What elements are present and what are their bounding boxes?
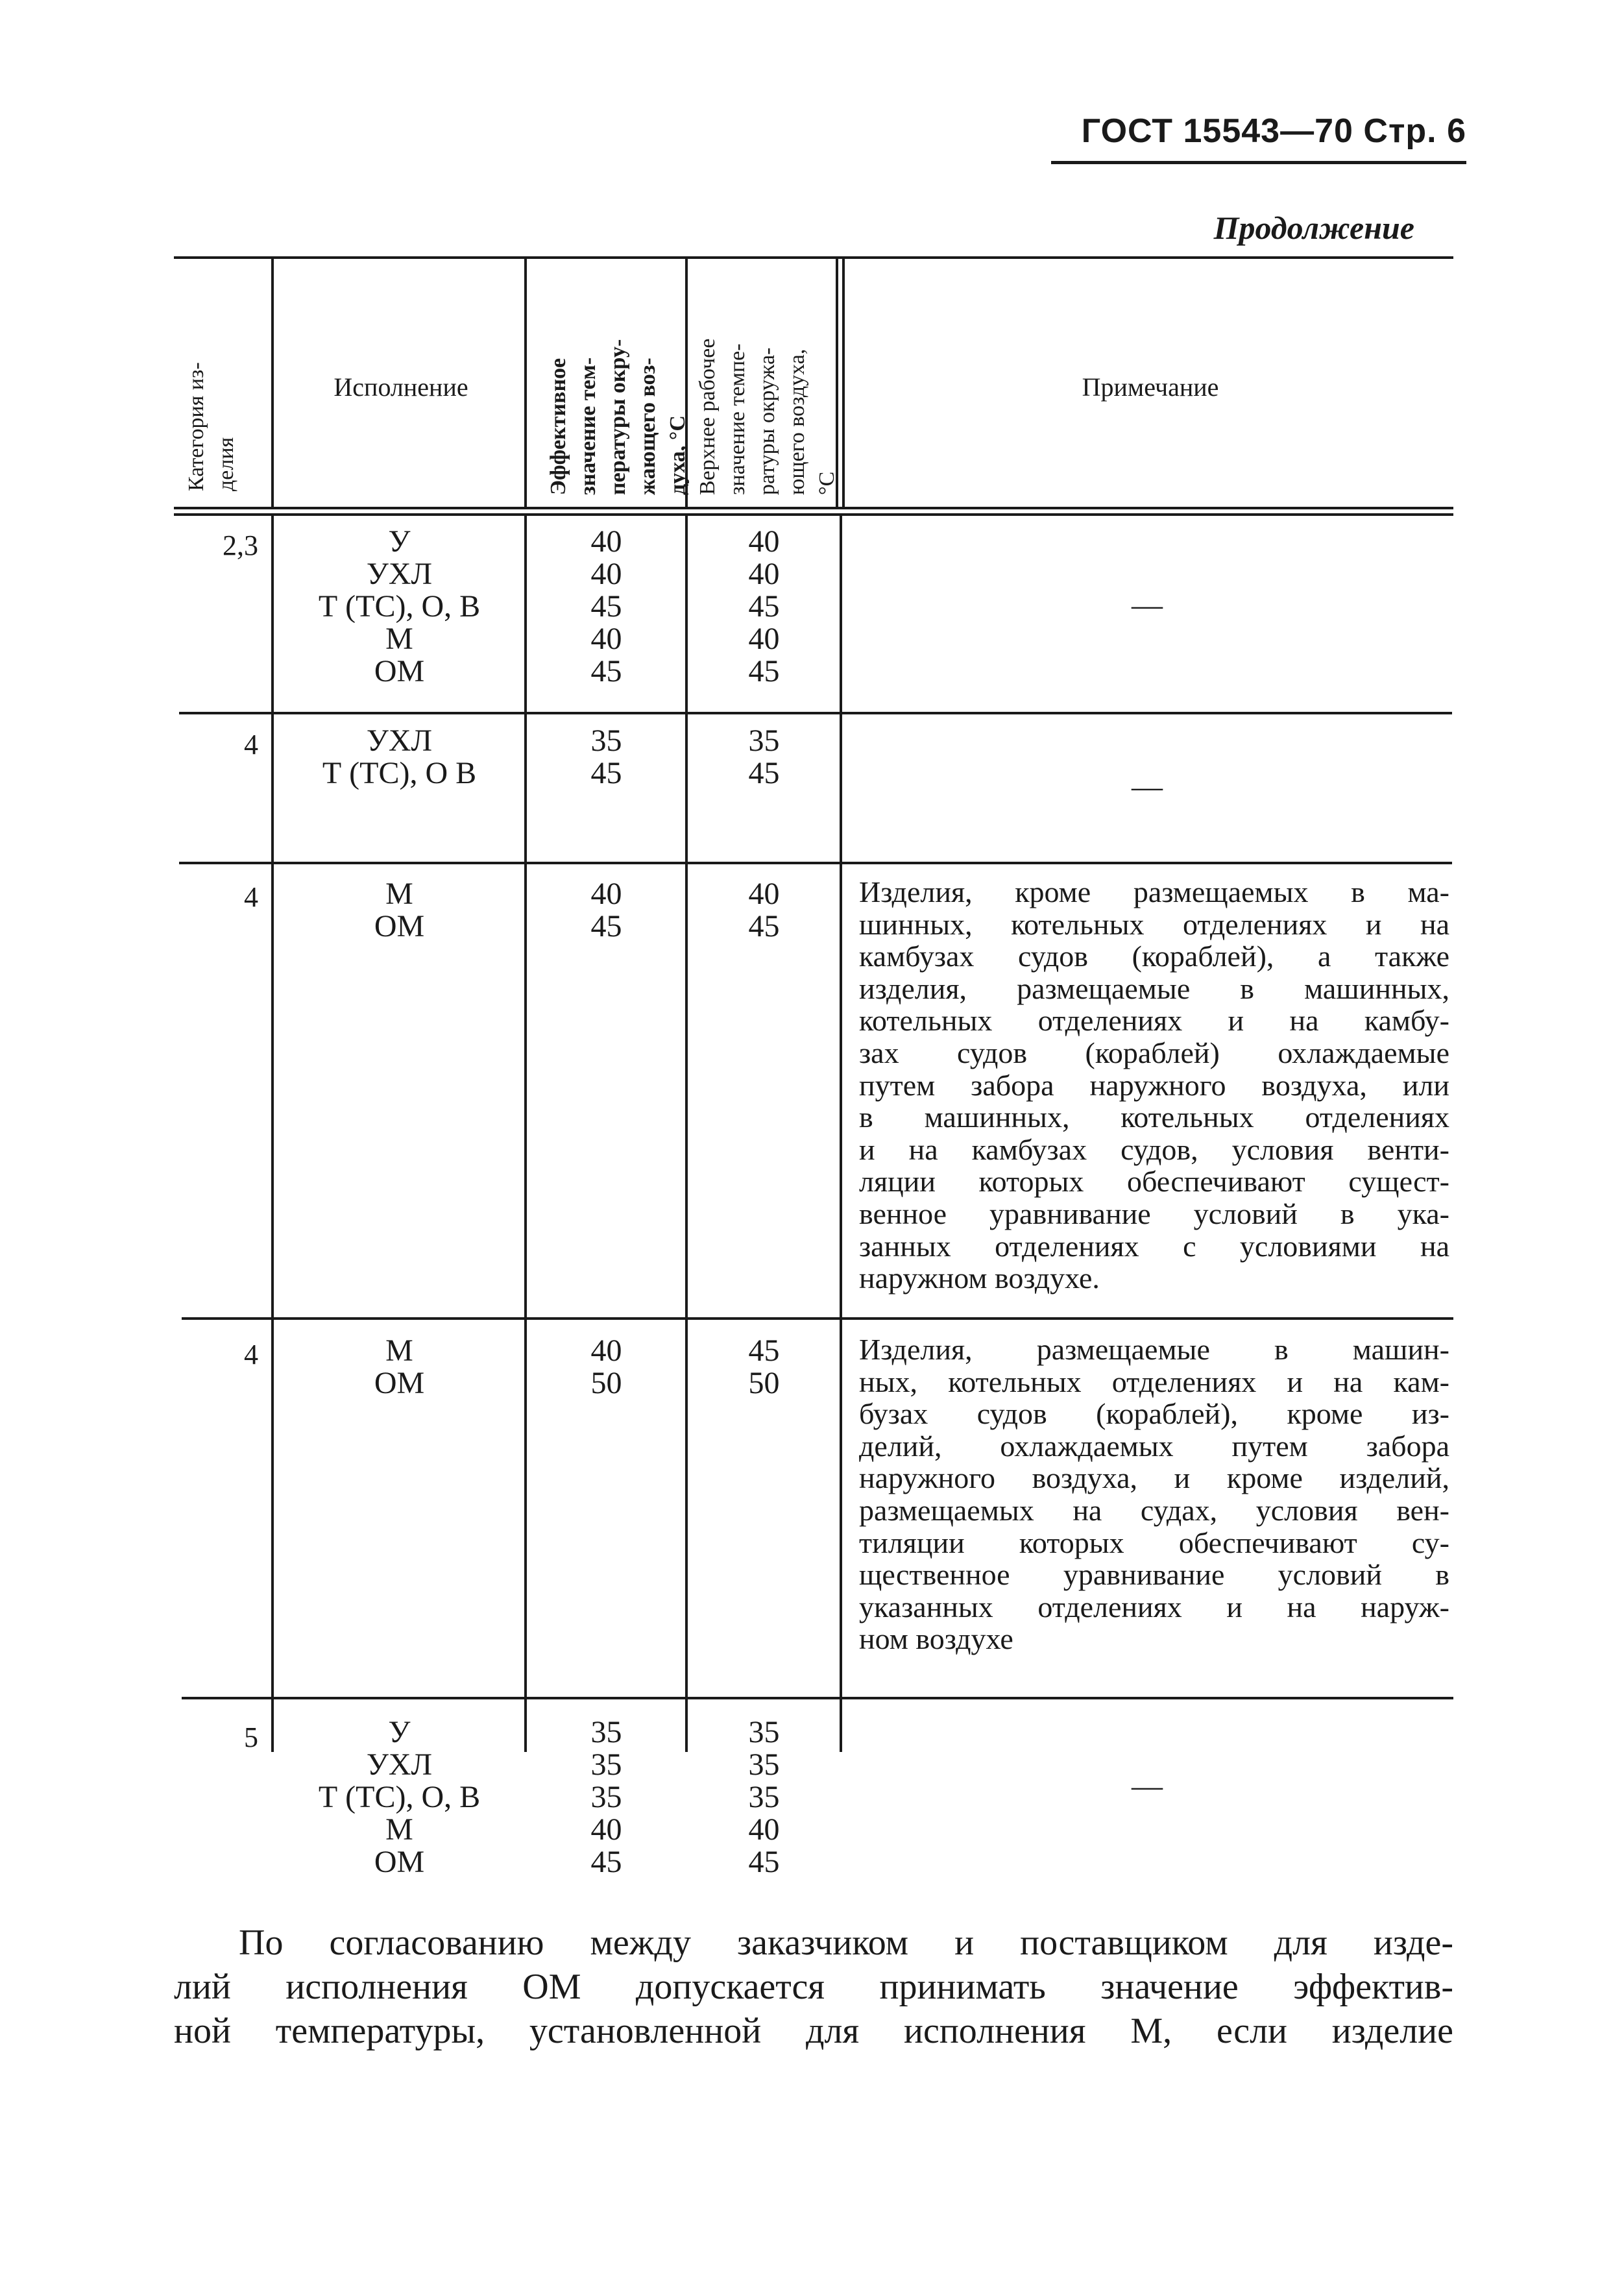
effective-value: 40 xyxy=(590,1333,622,1368)
row-executions xyxy=(274,1335,524,1400)
note-line: Изделия, размещаемые в машин- xyxy=(859,1333,1449,1366)
header-category xyxy=(182,271,260,491)
execution-item: М xyxy=(385,877,413,911)
column-divider xyxy=(685,516,688,1752)
note-line: наружного воздуха, и кроме изделий, xyxy=(859,1461,1449,1495)
row-rule xyxy=(182,1317,1453,1320)
row-effective xyxy=(527,1716,685,1879)
column-divider xyxy=(842,256,845,507)
column-divider xyxy=(271,516,274,1752)
row-category: 4 xyxy=(244,881,258,913)
effective-value: 45 xyxy=(590,589,622,624)
upper-value: 45 xyxy=(748,654,780,688)
header-bottom-rule xyxy=(174,507,1453,509)
execution-item: У xyxy=(388,1715,411,1749)
row-effective xyxy=(527,1335,685,1400)
row-upper xyxy=(688,526,840,688)
upper-value: 40 xyxy=(748,524,780,559)
row-executions xyxy=(274,878,524,943)
note-dash: — xyxy=(1132,770,1163,804)
row-category: 4 xyxy=(244,1339,258,1370)
effective-value: 35 xyxy=(590,1780,622,1814)
note-line: котельных отделениях и на камбу- xyxy=(859,1004,1449,1038)
execution-item: Т (ТС), О В xyxy=(322,756,477,790)
upper-value: 45 xyxy=(748,589,780,624)
row-upper xyxy=(688,1716,840,1879)
effective-value: 45 xyxy=(590,1845,622,1879)
header-effective-line: пературы окру- xyxy=(606,339,630,495)
execution-item: Т (ТС), О, В xyxy=(318,1780,481,1814)
row-executions xyxy=(274,725,524,790)
effective-value: 35 xyxy=(590,1747,622,1782)
row-effective xyxy=(527,526,685,688)
row-effective xyxy=(527,725,685,790)
header-upper-line: Верхнее рабочее xyxy=(696,338,720,495)
row-upper xyxy=(688,725,840,790)
note-line: Изделия, кроме размещаемых в ма- xyxy=(859,875,1449,908)
header-upper-line: ратуры окружа- xyxy=(755,347,779,495)
upper-value: 35 xyxy=(748,1747,780,1782)
execution-item: Т (ТС), О, В xyxy=(318,589,481,624)
execution-item: УХЛ xyxy=(366,723,433,758)
note-line: в машинных, котельных отделениях xyxy=(859,1100,1449,1134)
note-line: ном воздухе xyxy=(859,1622,1013,1656)
header-rule xyxy=(1051,161,1466,164)
upper-value: 40 xyxy=(748,1812,780,1847)
header-upper-line: значение темпе- xyxy=(725,343,749,495)
note-line: путем забора наружного воздуха, или xyxy=(859,1068,1449,1102)
row-effective xyxy=(527,878,685,943)
row-executions xyxy=(274,1716,524,1879)
note-line: зах судов (кораблей) охлаждаемые xyxy=(859,1036,1449,1069)
header-effective-temp xyxy=(544,268,690,495)
effective-value: 40 xyxy=(590,877,622,911)
header-bottom-rule-2 xyxy=(174,513,1453,516)
continuation-label: Продолжение xyxy=(1213,210,1414,246)
row-executions xyxy=(274,526,524,688)
execution-item: УХЛ xyxy=(366,557,433,591)
note-line: изделия, размещаемые в машинных, xyxy=(859,971,1449,1005)
execution-item: ОМ xyxy=(374,1366,425,1400)
effective-value: 50 xyxy=(590,1366,622,1400)
execution-item: ОМ xyxy=(374,1845,425,1879)
effective-value: 45 xyxy=(590,654,622,688)
upper-value: 45 xyxy=(748,756,780,790)
note-line: и на камбузах судов, условия венти- xyxy=(859,1132,1449,1166)
column-divider xyxy=(524,256,527,507)
header-upper-temp xyxy=(693,268,839,495)
header-upper-line: °С xyxy=(815,471,839,495)
effective-value: 40 xyxy=(590,622,622,656)
note-line: щественное уравнивание условий в xyxy=(859,1558,1449,1592)
column-divider xyxy=(271,256,274,507)
note-line: шинных, котельных отделениях и на xyxy=(859,907,1449,941)
header-execution: Исполнение xyxy=(333,372,468,402)
row-rule xyxy=(179,712,1452,714)
upper-value: 35 xyxy=(748,1715,780,1749)
row-category: 5 xyxy=(244,1721,258,1753)
column-divider xyxy=(840,516,842,1752)
execution-item: ОМ xyxy=(374,909,425,943)
effective-value: 35 xyxy=(590,723,622,758)
note-line: наружном воздухе. xyxy=(859,1261,1100,1295)
paragraph-line: По согласованию между заказчиком и поставщиком для изде- xyxy=(239,1923,1453,1963)
note-line: бузах судов (кораблей), кроме из- xyxy=(859,1397,1449,1431)
note-line: камбузах судов (кораблей), а также xyxy=(859,940,1449,973)
upper-value: 40 xyxy=(748,622,780,656)
column-divider xyxy=(524,516,527,1752)
header-note: Примечание xyxy=(1082,372,1219,402)
header-effective-line: жающего воз- xyxy=(636,358,660,495)
execution-item: ОМ xyxy=(374,654,425,688)
row-upper xyxy=(688,878,840,943)
note-line: размещаемых на судах, условия вен- xyxy=(859,1493,1449,1527)
row-upper xyxy=(688,1335,840,1400)
header-effective-line: значение тем- xyxy=(576,357,600,495)
note-line: указанных отделениях и на наруж- xyxy=(859,1590,1449,1623)
body-paragraph xyxy=(174,1921,1453,2053)
row-category: 4 xyxy=(244,729,258,760)
execution-item: М xyxy=(385,1333,413,1368)
effective-value: 40 xyxy=(590,557,622,591)
effective-value: 45 xyxy=(590,909,622,943)
paragraph-line: ной температуры, установленной для исполнения М, если изделие xyxy=(174,2011,1453,2051)
upper-value: 35 xyxy=(748,1780,780,1814)
row-rule xyxy=(179,862,1452,864)
execution-item: М xyxy=(385,622,413,656)
page-header: ГОСТ 15543—70 Стр. 6 xyxy=(1081,112,1466,150)
note-dash: — xyxy=(1132,1769,1163,1803)
note-line: занных отделениях с условиями на xyxy=(859,1229,1449,1263)
row-note xyxy=(859,876,1449,1295)
note-dash: — xyxy=(1132,588,1163,622)
upper-value: 40 xyxy=(748,557,780,591)
upper-value: 45 xyxy=(748,1845,780,1879)
header-category-line: делия xyxy=(214,437,238,491)
row-rule xyxy=(182,1697,1453,1699)
note-line: венное уравнивание условий в ука- xyxy=(859,1197,1449,1230)
note-line: тиляции которых обеспечивают су- xyxy=(859,1526,1449,1559)
upper-value: 35 xyxy=(748,723,780,758)
table-top-rule xyxy=(174,256,1453,259)
execution-item: М xyxy=(385,1812,413,1847)
note-line: ляции которых обеспечивают сущест- xyxy=(859,1165,1449,1198)
paragraph-line: лий исполнения ОМ допускается принимать значение эффектив- xyxy=(174,1967,1453,2007)
row-category: 2,3 xyxy=(223,529,258,561)
effective-value: 40 xyxy=(590,1812,622,1847)
execution-item: УХЛ xyxy=(366,1747,433,1782)
upper-value: 40 xyxy=(748,877,780,911)
header-effective-line: духа, °С xyxy=(666,415,690,495)
upper-value: 50 xyxy=(748,1366,780,1400)
effective-value: 40 xyxy=(590,524,622,559)
header-category-line: Категория из- xyxy=(184,362,208,491)
upper-value: 45 xyxy=(748,909,780,943)
note-line: делий, охлаждаемых путем забора xyxy=(859,1429,1449,1463)
header-upper-line: ющего воздуха, xyxy=(785,348,809,495)
header-effective-line: Эффективное xyxy=(546,358,570,495)
upper-value: 45 xyxy=(748,1333,780,1368)
note-line: ных, котельных отделениях и на кам- xyxy=(859,1365,1449,1398)
row-note xyxy=(859,1333,1449,1655)
effective-value: 35 xyxy=(590,1715,622,1749)
effective-value: 45 xyxy=(590,756,622,790)
execution-item: У xyxy=(388,524,411,559)
